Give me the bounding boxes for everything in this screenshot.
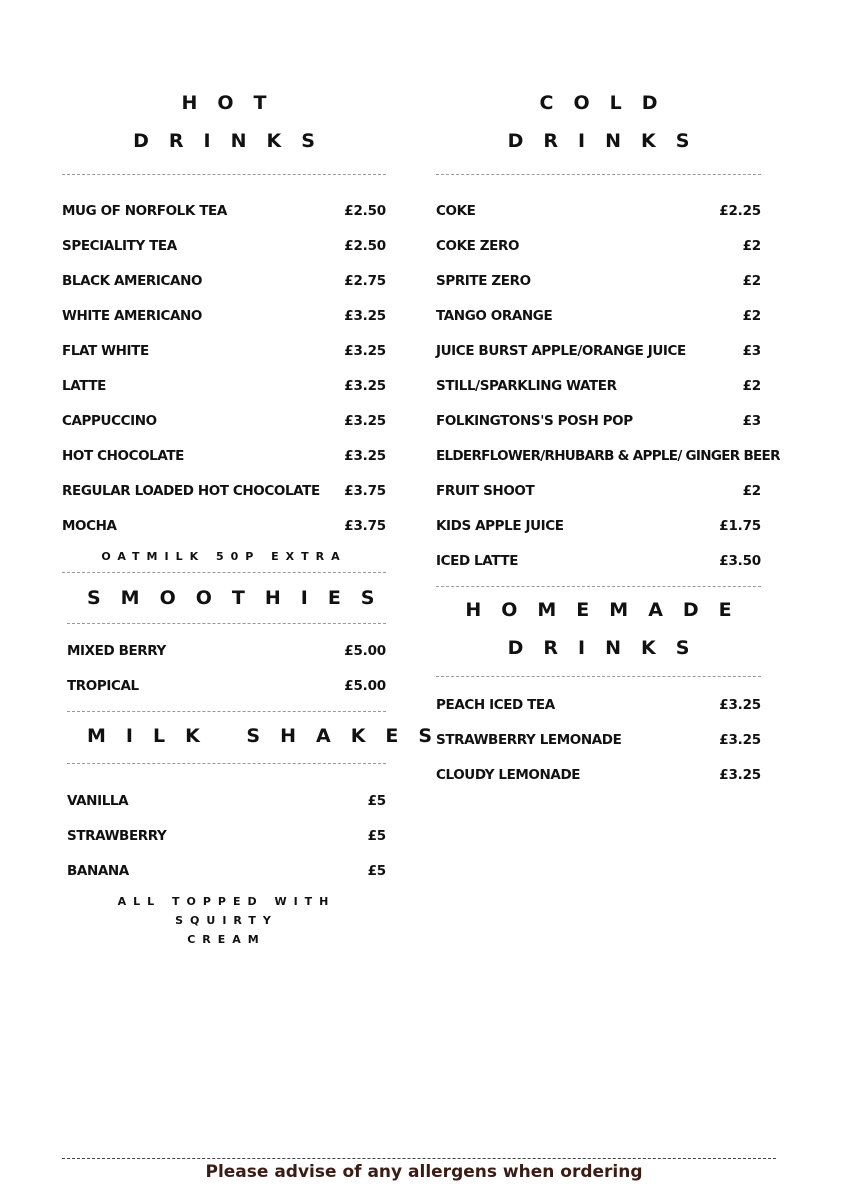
menu-item (62, 438, 386, 473)
menu-item (436, 508, 761, 543)
item-price: £3.50 (719, 552, 761, 569)
menu-item (62, 193, 386, 228)
item-price: £2 (742, 482, 761, 499)
item-name: REGULAR LOADED HOT CHOCOLATE (62, 482, 320, 499)
item-price: £3.25 (344, 307, 386, 324)
menu-item (436, 473, 761, 508)
cold-drinks-heading-line1: COLD (539, 92, 678, 114)
item-price: £3.25 (344, 342, 386, 359)
item-name: CLOUDY LEMONADE (436, 766, 581, 783)
item-price: £3.75 (344, 517, 386, 534)
menu-item (436, 368, 761, 403)
menu-item (62, 298, 386, 333)
homemade-drinks-heading-line2: DRINKS (507, 637, 710, 659)
right-column (436, 84, 780, 792)
hot-drinks-section (62, 84, 386, 573)
menu-item (436, 722, 761, 757)
item-name: FOLKINGTONS'S POSH POP (436, 412, 633, 429)
smoothies-heading: SMOOTHIES (87, 587, 395, 609)
menu-item (436, 298, 761, 333)
item-name: HOT CHOCOLATE (62, 447, 184, 464)
item-price: £3.25 (719, 731, 761, 748)
allergen-notice: Please advise of any allergens when ordering (205, 1162, 643, 1182)
item-name: COKE ZERO (436, 237, 520, 254)
item-name: ELDERFLOWER/RHUBARB & APPLE/ GINGER BEER (436, 447, 780, 464)
item-price: £3.75 (344, 482, 386, 499)
item-price: £3 (742, 412, 761, 429)
item-price: £5 (367, 827, 386, 844)
item-price: £5.00 (344, 677, 386, 694)
menu-item (62, 263, 386, 298)
item-name: BLACK AMERICANO (62, 272, 203, 289)
item-name: JUICE BURST APPLE/ORANGE JUICE (436, 342, 686, 359)
item-name: TROPICAL (67, 677, 139, 694)
menu-item (62, 403, 386, 438)
menu-item (436, 263, 761, 298)
menu-item (62, 508, 386, 543)
menu-item (62, 333, 386, 368)
milk-shakes-section (67, 717, 453, 949)
item-price: £3 (742, 342, 761, 359)
menu-item (436, 228, 761, 263)
item-price: £2 (742, 307, 761, 324)
squirty-cream-note-line1: ALL TOPPED WITH SQUIRTY (117, 895, 336, 927)
hot-drinks-heading-line1: HOT (181, 92, 287, 114)
item-name: MUG OF NORFOLK TEA (62, 202, 227, 219)
item-name: STRAWBERRY (67, 827, 167, 844)
item-name: SPECIALITY TEA (62, 237, 177, 254)
menu-item (62, 473, 386, 508)
item-name: ICED LATTE (436, 552, 519, 569)
hot-drinks-heading-line2: DRINKS (133, 130, 335, 152)
divider (67, 711, 386, 712)
menu-item (67, 633, 386, 668)
milk-shakes-heading: MILK SHAKES (87, 725, 453, 747)
item-price: £2.50 (344, 237, 386, 254)
item-price: £3.25 (344, 447, 386, 464)
item-name: FLAT WHITE (62, 342, 149, 359)
item-name: COKE (436, 202, 476, 219)
menu-item (67, 783, 386, 818)
item-price: £5 (367, 792, 386, 809)
item-name: FRUIT SHOOT (436, 482, 535, 499)
menu-item (436, 687, 761, 722)
left-column (62, 84, 453, 949)
menu-item (436, 193, 761, 228)
menu-item (436, 438, 780, 473)
homemade-drinks-heading-line1: HOMEMADE (465, 599, 752, 621)
item-name: PEACH ICED TEA (436, 696, 555, 713)
item-name: STRAWBERRY LEMONADE (436, 731, 622, 748)
menu-item (67, 668, 386, 703)
item-price: £1.75 (719, 517, 761, 534)
item-price: £3.25 (344, 412, 386, 429)
menu-item (436, 403, 761, 438)
item-name: VANILLA (67, 792, 129, 809)
divider (436, 586, 761, 587)
menu-item (67, 818, 386, 853)
item-price: £2.75 (344, 272, 386, 289)
item-price: £2 (742, 272, 761, 289)
item-price: £3.25 (344, 377, 386, 394)
squirty-cream-note-line2: CREAM (187, 933, 266, 946)
item-price: £2 (742, 237, 761, 254)
item-name: KIDS APPLE JUICE (436, 517, 564, 534)
oatmilk-note: OATMILK 50P EXTRA (101, 550, 347, 563)
menu-item (67, 853, 386, 888)
item-price: £5 (367, 862, 386, 879)
hot-drinks-list (62, 193, 386, 543)
item-price: £3.25 (719, 766, 761, 783)
item-name: MIXED BERRY (67, 642, 166, 659)
item-name: TANGO ORANGE (436, 307, 553, 324)
item-name: BANANA (67, 862, 129, 879)
item-price: £2.25 (719, 202, 761, 219)
cold-drinks-heading-line2: DRINKS (507, 130, 710, 152)
item-price: £3.25 (719, 696, 761, 713)
item-name: STILL/SPARKLING WATER (436, 377, 617, 394)
cold-drinks-section (436, 84, 780, 587)
item-price: £2.50 (344, 202, 386, 219)
smoothies-section (67, 579, 395, 712)
menu-item (436, 543, 761, 578)
item-name: LATTE (62, 377, 106, 394)
item-name: SPRITE ZERO (436, 272, 531, 289)
menu-item (62, 228, 386, 263)
menu-item (436, 757, 761, 792)
footer-divider (62, 1158, 776, 1159)
item-name: WHITE AMERICANO (62, 307, 202, 324)
item-price: £2 (742, 377, 761, 394)
homemade-drinks-section (436, 591, 761, 792)
divider (62, 572, 386, 573)
item-price: £5.00 (344, 642, 386, 659)
item-name: CAPPUCCINO (62, 412, 157, 429)
menu-item (62, 368, 386, 403)
cold-drinks-list (436, 193, 780, 578)
item-name: MOCHA (62, 517, 117, 534)
menu-item (436, 333, 761, 368)
